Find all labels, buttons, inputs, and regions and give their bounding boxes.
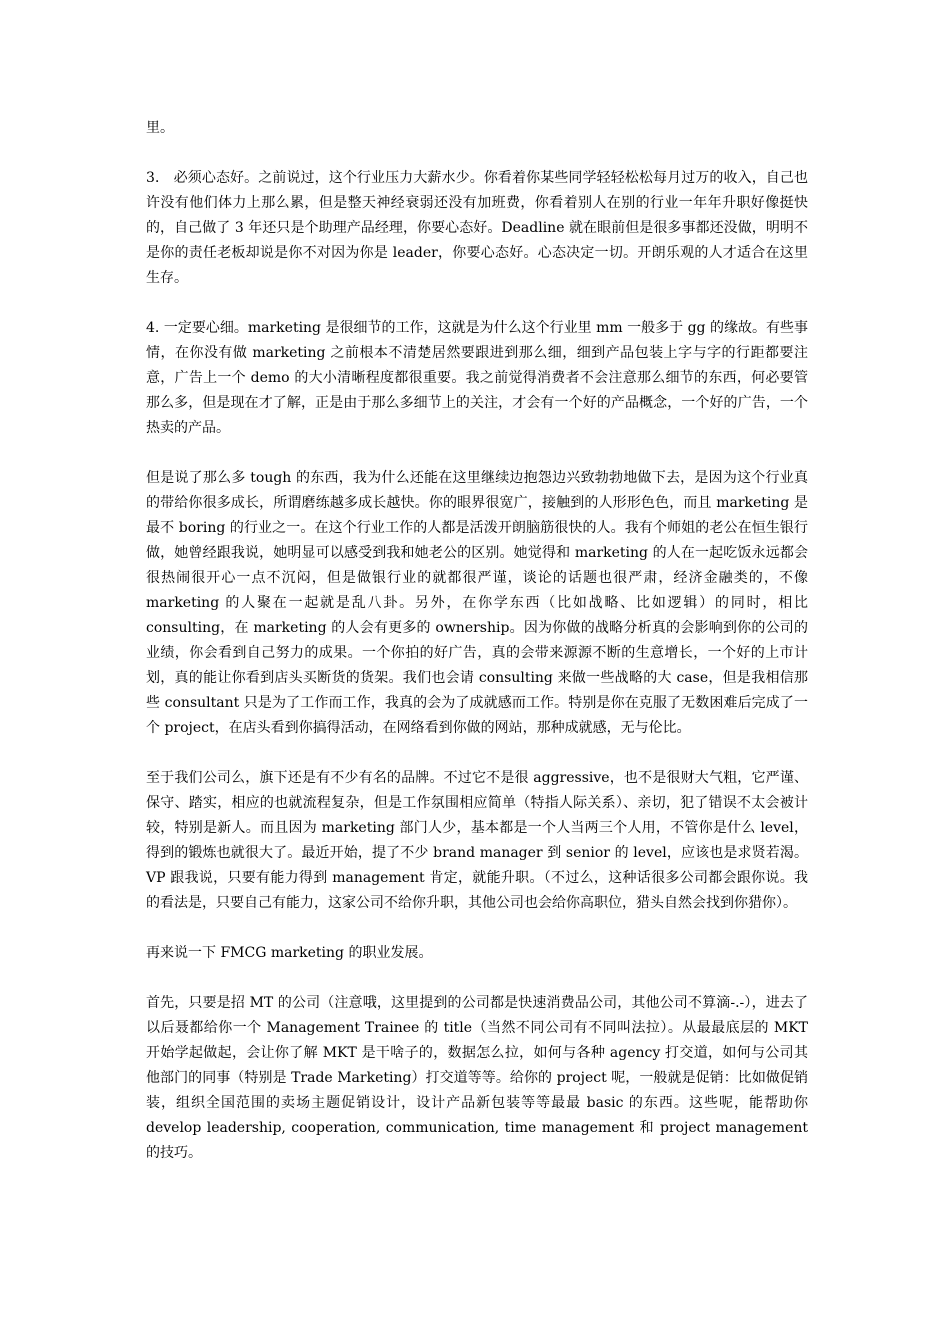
paragraph-career-detail: 首先，只要是招 MT 的公司（注意哦，这里提到的公司都是快速消费品公司，其他公司不算滴-.-），进去了以后聂都给你一个 Management Trainee 的 title（当然不同公司有不同叫法拉）。从最最底层的 MKT 开始学起做起，会让你了解 MKT 是干啥子的，数据怎么拉，如何与各种 agency 打交道，如何与公司其他部门的同事（特别是 Trade Marketing）打交道等等。给你的 project 呢，一般就是促销：比如做促销装，组织全国范围的卖场主题促销设计，设计产品新包装等等最最 basic 的东西。这些呢，能帮助你 develop leadership, cooperation, communication, time management 和 project management 的技巧。	[146, 995, 808, 1161]
paragraph-gap	[146, 291, 808, 316]
paragraph-growth: 但是说了那么多 tough 的东西，我为什么还能在这里继续边抱怨边兴致勃勃地做下去，是因为这个行业真的带给你很多成长，所谓磨练越多成长越快。你的眼界很宽广，接触到的人形形色色，而且 marketing 是最不 boring 的行业之一。在这个行业工作的人都是活泼开朗脑筋很快的人。我有个师姐的老公在恒生银行做，她曾经跟我说，她明显可以感受到我和她老公的区别。她觉得和 marketing 的人在一起吃饭永远都会很热闹很开心一点不沉闷，但是做银行业的就都很严谨，谈论的话题也很严肃，经济金融类的，不像 marketing 的人聚在一起就是乱八卦。另外，在你学东西（比如战略、比如逻辑）的同时，相比 consulting，在 marketing 的人会有更多的 ownership。因为你做的战略分析真的会影响到你的公司的业绩，你会看到自己努力的成果。一个你拍的好广告，真的会带来源源不断的生意增长，一个好的上市计划，真的能让你看到店头买断货的货架。我们也会请 consulting 来做一些战略的大 case，但是我相信那些 consultant 只是为了工作而工作，我真的会为了成就感而工作。特别是你在克服了无数困难后完成了一个 project，在店头看到你搞得活动，在网络看到你做的网站，那种成就感，无与伦比。	[146, 470, 808, 736]
paragraph-gap	[146, 741, 808, 766]
paragraph-gap	[146, 141, 808, 166]
paragraph-point-4: 4. 一定要心细。marketing 是很细节的工作，这就是为什么这个行业里 mm 一般多于 gg 的缘故。有些事情，在你没有做 marketing 之前根本不清楚居然要跟进到那么细，细到产品包装上字与字的行距都要注意，广告上一个 demo 的大小清晰程度都很重要。我之前觉得消费者不会注意那么细节的东西，何必要管那么多，但是现在才了解，正是由于那么多细节上的关注，才会有一个好的产品概念，一个好的广告，一个热卖的产品。	[146, 320, 808, 436]
paragraph-gap	[146, 441, 808, 466]
paragraph-gap	[146, 966, 808, 991]
document-page	[146, 116, 808, 1166]
paragraph-point-3: 3． 必须心态好。之前说过，这个行业压力大薪水少。你看着你某些同学轻轻松松每月过万的收入，自己也许没有他们体力上那么累，但是整天神经衰弱还没有加班费，你看着别人在别的行业一年年升职好像挺快的，自己做了 3 年还只是个助理产品经理，你要心态好。Deadline 就在眼前但是很多事都还没做，明明不是你的责任老板却说是你不对因为你是 leader，你要心态好。心态决定一切。开朗乐观的人才适合在这里生存。	[146, 170, 808, 286]
paragraph-company: 至于我们公司么，旗下还是有不少有名的品牌。不过它不是很 aggressive，也不是很财大气粗，它严谨、保守、踏实，相应的也就流程复杂，但是工作氛围相应简单（特指人际关系）、亲切，犯了错误不太会被计较，特别是新人。而且因为 marketing 部门人少，基本都是一个人当两三个人用，不管你是什么 level，得到的锻炼也就很大了。最近开始，提了不少 brand manager 到 senior 的 level，应该也是求贤若渴。VP 跟我说，只要有能力得到 management 肯定，就能升职。（不过么，这种话很多公司都会跟你说。我的看法是，只要自己有能力，这家公司不给你升职，其他公司也会给你高职位，猎头自然会找到你猎你）。	[146, 770, 808, 911]
paragraph-career-intro: 再来说一下 FMCG marketing 的职业发展。	[146, 945, 433, 961]
paragraph-continuation: 里。	[146, 120, 174, 136]
paragraph-gap	[146, 916, 808, 941]
